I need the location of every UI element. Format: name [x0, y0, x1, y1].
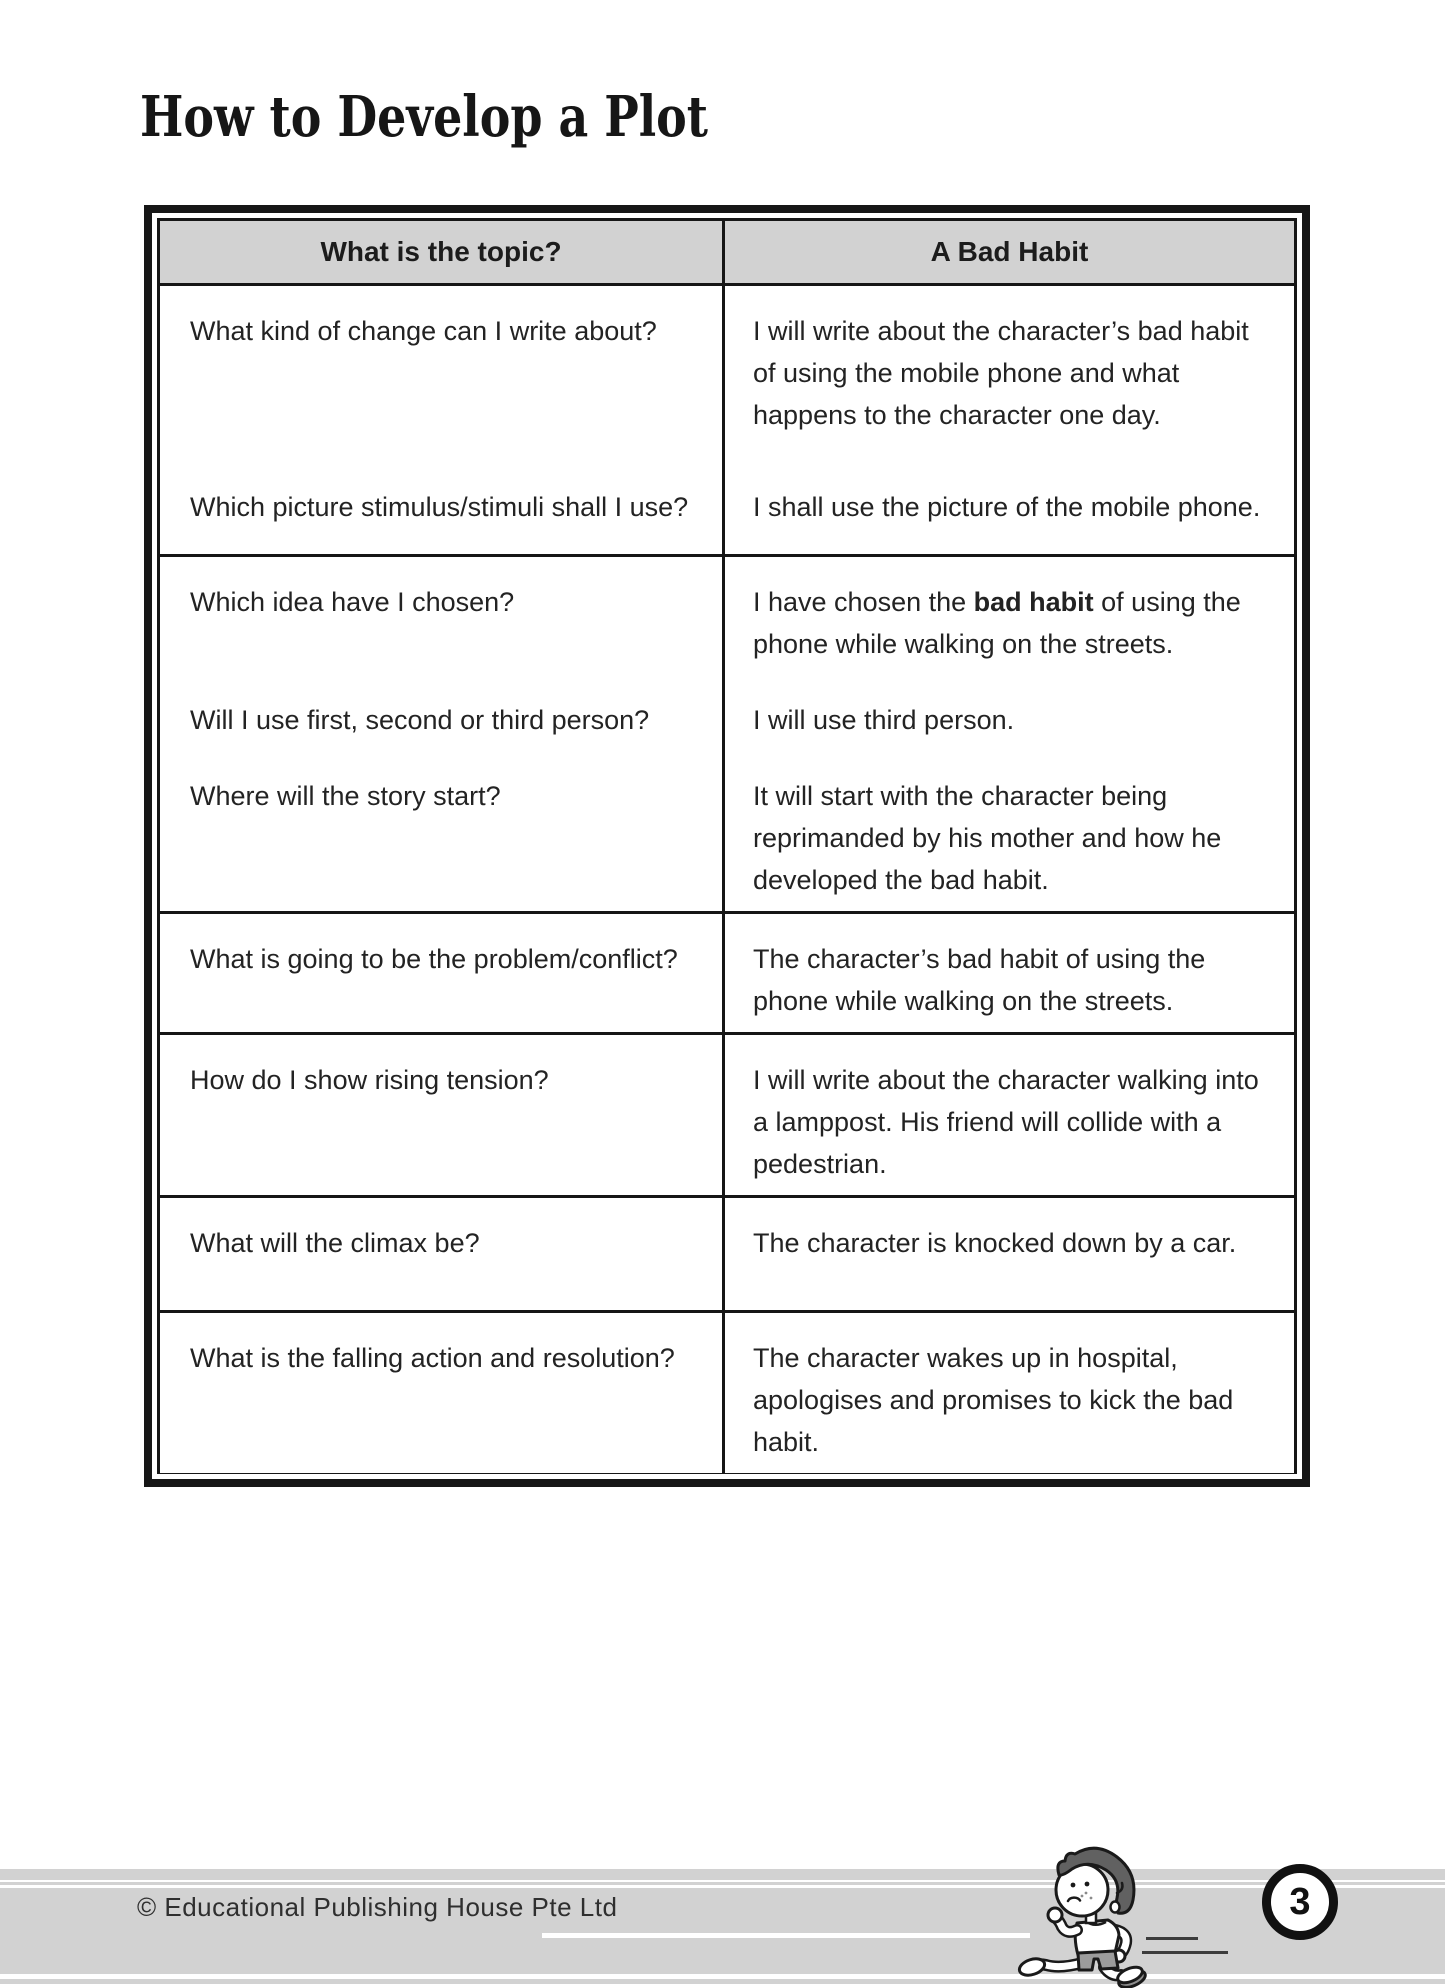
footer-divider-line — [542, 1933, 1030, 1938]
answer-cell: The character’s bad habit of using the phone while walking on the streets. — [725, 914, 1294, 1032]
running-boy-icon — [1016, 1843, 1231, 1988]
question-cell: What is the falling action and resolution? — [160, 1313, 725, 1473]
page-title: How to Develop a Plot — [140, 84, 709, 150]
question-cell: Which idea have I chosen? — [160, 557, 725, 699]
answer-cell: I will write about the character’s bad habit of using the mobile phone and what happens to the character one day. — [725, 286, 1294, 486]
question-cell: Which picture stimulus/stimuli shall I use? — [160, 486, 725, 554]
table-row — [160, 1195, 1294, 1310]
page-number-badge — [1262, 1864, 1338, 1940]
question-cell: Where will the story start? — [160, 775, 725, 911]
header-cell-topic: What is the topic? — [160, 221, 725, 283]
answer-cell: It will start with the character being reprimanded by his mother and how he developed the bad habit. — [725, 775, 1294, 911]
question-cell: What will the climax be? — [160, 1198, 725, 1310]
table-row — [160, 911, 1294, 1032]
question-cell: Will I use first, second or third person? — [160, 699, 725, 775]
plot-development-table — [144, 205, 1310, 1487]
table-header-row — [160, 221, 1294, 283]
question-cell: How do I show rising tension? — [160, 1035, 725, 1195]
answer-bold-text: bad habit — [973, 587, 1094, 617]
answer-cell: The character wakes up in hospital, apologises and promises to kick the bad habit. — [725, 1313, 1294, 1473]
answer-text: of using the phone while walking on the streets. — [753, 587, 1241, 659]
answer-cell: The character is knocked down by a car. — [725, 1198, 1294, 1310]
answer-cell: I will write about the character walking into a lamppost. His friend will collide with a pedestrian. — [725, 1035, 1294, 1195]
answer-text: I have chosen the — [753, 587, 974, 617]
table-row — [160, 1310, 1294, 1471]
table-row — [160, 554, 1294, 911]
answer-cell: I shall use the picture of the mobile phone. — [725, 486, 1294, 554]
answer-cell: I will use third person. — [725, 699, 1294, 775]
question-cell: What is going to be the problem/conflict? — [160, 914, 725, 1032]
answer-cell — [725, 557, 1294, 699]
table-row — [160, 1032, 1294, 1195]
header-cell-title: A Bad Habit — [725, 221, 1294, 283]
copyright-text: © Educational Publishing House Pte Ltd — [137, 1892, 618, 1922]
question-cell: What kind of change can I write about? — [160, 286, 725, 486]
page-number: 3 — [1289, 1880, 1311, 1923]
table-row — [160, 283, 1294, 554]
